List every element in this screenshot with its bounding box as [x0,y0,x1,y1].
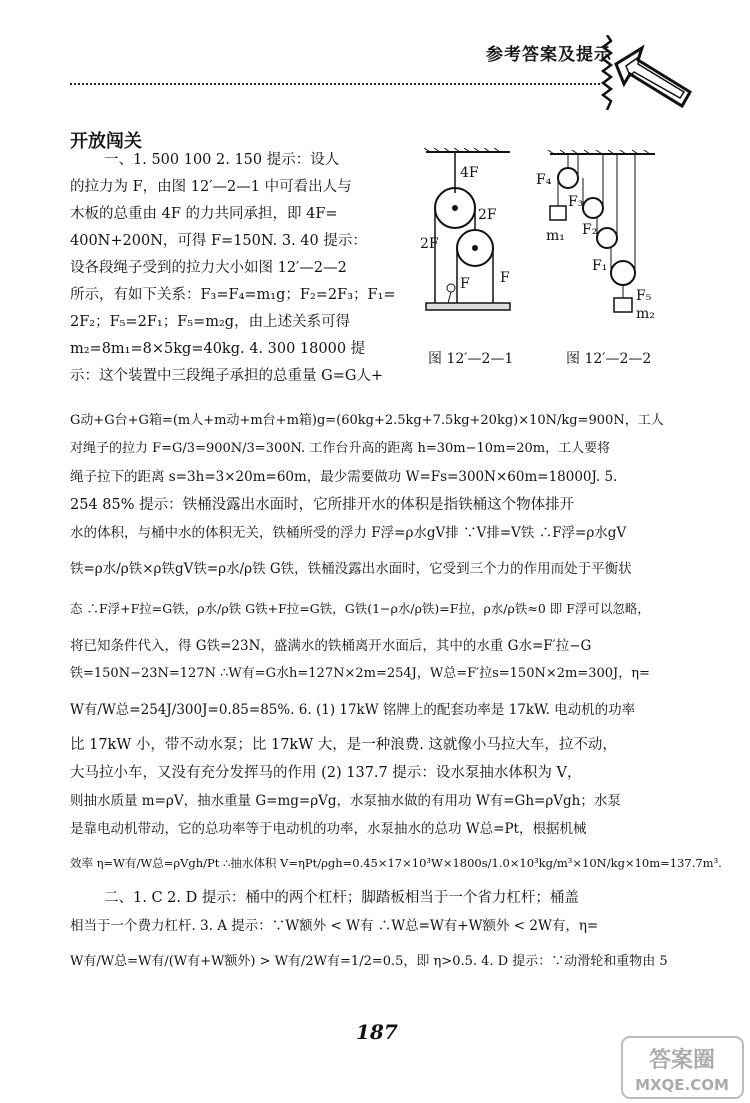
svg-text:MXQE.COM: MXQE.COM [635,1076,729,1094]
fig1-caption: 图 12′—2—1 [428,351,514,367]
fig2-label-F2: F₂ [582,222,598,238]
text-line: 则抽水质量 m=ρV，抽水重量 G=mg=ρVg，水泵抽水做的有用功 W有=Gh=ρVgh；水泵 [70,793,621,809]
text-line: W有/W总=254J/300J=0.85=85%. 6. (1) 17kW 铭牌上的配套功率是 17kW. 电动机的功率 [70,702,636,718]
text-line: 大马拉小车，又没有充分发挥马的作用 (2) 137.7 提示：设水泵抽水体积为 V， [70,765,582,781]
text-line: 铁=150N−23N=127N ∴W有=G水h=127N×2m=254J，W总=F′拉s=150N×2m=300J，η= [70,666,650,681]
fig2-label-m2: m₂ [636,306,655,322]
text-line: 是靠电动机带动，它的总功率等于电动机的功率，水泵抽水的总功 W总=Pt，根据机械 [70,821,587,837]
text-line: G动+G台+G箱=(m人+m动+m台+m箱)g=(60kg+2.5kg+7.5kg+20kg)×10N/kg=900N，工人 [70,413,664,428]
text-line: 相当于一个费力杠杆. 3. A 提示：∵W额外 < W有 ∴W总=W有+W额外 < 2W有，η= [70,918,599,934]
fig2-label-F5: F₅ [636,288,652,304]
text-line: 木板的总重由 4F 的力共同承担，即 4F= [70,206,338,222]
fig2-label-F4: F₄ [536,172,552,188]
text-line: 对绳子的拉力 F=G/3=900N/3=300N. 工作台升高的距离 h=30m−10m=20m，工人要将 [70,441,611,456]
text-line: 态 ∴F浮+F拉=G铁，ρ水/ρ铁 G铁+F拉=G铁，G铁(1−ρ水/ρ铁)=F拉，ρ水/ρ铁≈0 即 F浮可以忽略， [70,601,650,616]
text-line: 二、1. C 2. D 提示：桶中的两个杠杆；脚踏板相当于一个省力杠杆；桶盖 [104,890,579,906]
text-line: 示：这个装置中三段绳子承担的总重量 G=G人+ [70,368,384,384]
page-number: 187 [356,1020,398,1044]
text-line: 绳子拉下的距离 s=3h=3×20m=60m，最少需要做功 W=Fs=300N×60m=18000J. 5. [70,469,618,485]
text-line: 设各段绳子受到的拉力大小如图 12′—2—2 [70,260,347,276]
fig2-label-F3: F₃ [568,194,584,210]
text-line: 铁=ρ水/ρ铁×ρ铁gV铁=ρ水/ρ铁 G铁，铁桶没露出水面时，它受到三个力的作用而处于平衡状 [70,561,632,577]
fig2-label-m1: m₁ [546,228,565,244]
text-line: 的拉力为 F，由图 12′—2—1 中可看出人与 [70,179,352,195]
fig1-label-2F-right: 2F [478,207,497,223]
text-line: 所示，有如下关系：F₃=F₄=m₁g；F₂=2F₃；F₁= [70,287,396,303]
text-line: 比 17kW 小，带不动水泵；比 17kW 大，是一种浪费. 这就像小马拉大车，拉不动， [70,737,617,753]
text-line: 一、1. 500 100 2. 150 提示：设人 [104,152,340,168]
text-line: 2F₂；F₅=2F₁；F₅=m₂g，由上述关系可得 [70,314,351,330]
text-line: 水的体积，与桶中水的体积无关，铁桶所受的浮力 F浮=ρ水gV排 ∵V排=V铁 ∴F浮=ρ水gV [70,525,627,541]
text-line: 400N+200N，可得 F=150N. 3. 40 提示： [70,233,367,249]
fig1-label-F-left: F [460,276,470,292]
fig1-label-F-right: F [500,270,510,286]
watermark-logo [620,1035,745,1100]
text-line: m₂=8m₁=8×5kg=40kg. 4. 300 18000 提 [70,341,366,357]
section-title: 开放闯关 [70,131,142,152]
svg-text:答案圈: 答案圈 [648,1048,716,1073]
header-title: 参考答案及提示 [486,45,612,65]
header-divider [70,83,600,85]
fig1-label-2F-left: 2F [420,236,439,252]
arrow-icon [612,44,694,110]
fig2-label-F1: F₁ [592,258,608,274]
text-line: 将已知条件代入，得 G铁=23N，盛满水的铁桶离开水面后，其中的水重 G水=F′拉−G [70,638,592,654]
fig1-label-4F: 4F [460,165,479,181]
fig2-caption: 图 12′—2—2 [566,351,652,367]
text-line: W有/W总=W有/(W有+W额外) > W有/2W有=1/2=0.5，即 η>0.5. 4. D 提示：∵动滑轮和重物由 5 [70,954,668,969]
text-line: 效率 η=W有/W总=ρVgh/Pt ∴抽水体积 V=ηPt/ρgh=0.45×17×10³W×1800s/1.0×10³kg/m³×10N/kg×10m=137.7m³. [70,856,722,870]
text-line: 254 85% 提示：铁桶没露出水面时，它所排开水的体积是指铁桶这个物体排开 [70,497,575,513]
